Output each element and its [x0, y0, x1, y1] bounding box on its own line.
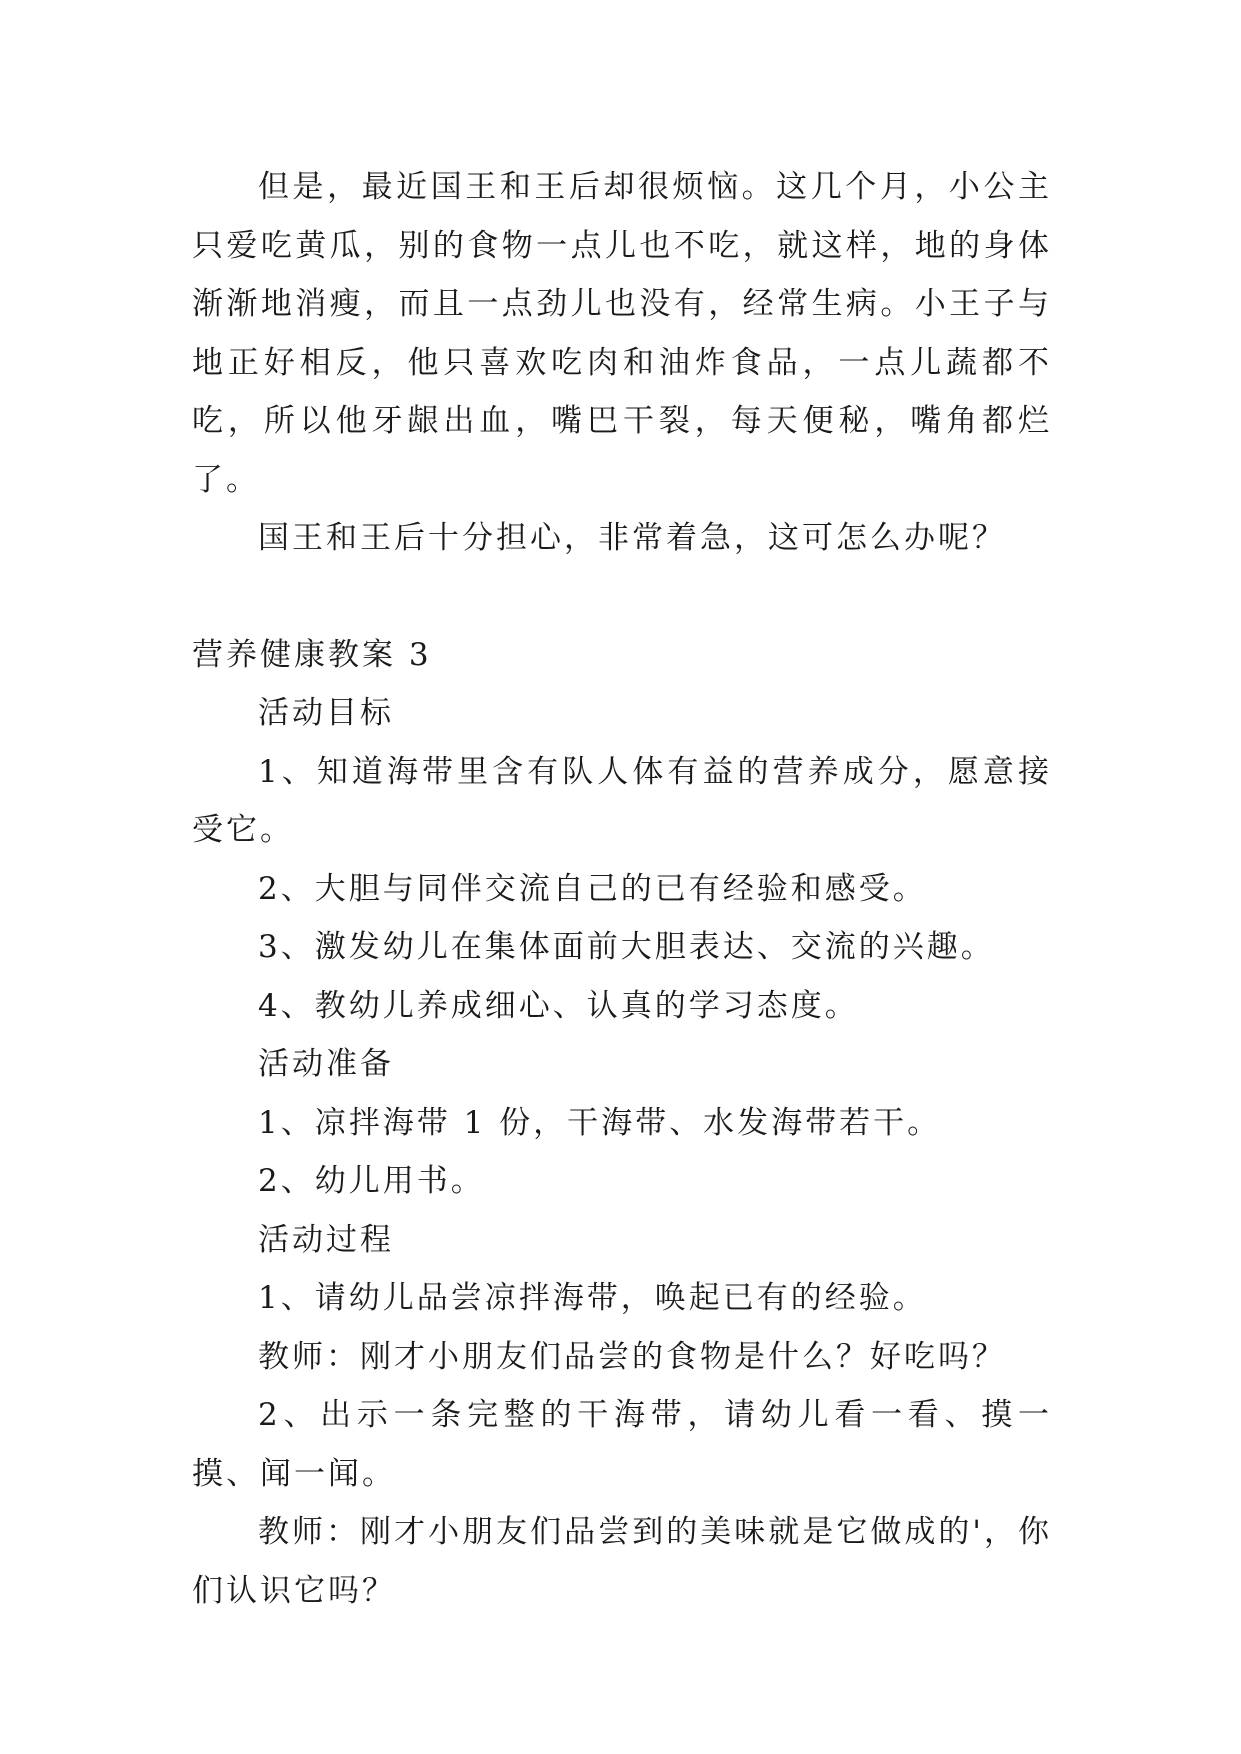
prep-item: 1、凉拌海带 1 份，干海带、水发海带若干。 [258, 1104, 942, 1141]
goal-item: 3、激发幼儿在集体面前大胆表达、交流的兴趣。 [258, 929, 995, 965]
goal-item: 4、教幼儿养成细心、认真的学习态度。 [258, 987, 859, 1024]
process-item: 2、出示一条完整的干海带，请幼儿看一看、摸一摸、闻一闻。 [192, 1397, 1052, 1492]
story-paragraph-1: 但是，最近国王和王后却很烦恼。这几个月，小公主只爱吃黄瓜，别的食物一点儿也不吃，就这样，地的身体渐渐地消瘦，而且一点劲儿也没有，经常生病。小王子与地正好相反，他只喜欢吃肉和油炸食品，一点儿蔬都不吃，所以他牙龈出血，嘴巴干裂，每天便秘，嘴角都烂了。 [192, 169, 1052, 498]
story-paragraph-2: 国王和王后十分担心，非常着急，这可怎么办呢？ [258, 520, 1006, 556]
goal-item: 2、大胆与同伴交流自己的已有经验和感受。 [258, 870, 927, 907]
prep-heading: 活动准备 [258, 1046, 394, 1082]
process-item: 1、请幼儿品尝凉拌海带，唤起已有的经验。 [258, 1280, 927, 1316]
process-item: 教师：刚才小朋友们品尝到的美味就是它做成的'，你们认识它吗？ [192, 1514, 1052, 1609]
lesson-title: 营养健康教案 3 [192, 636, 432, 673]
process-item: 教师：刚才小朋友们品尝的食物是什么？好吃吗？ [258, 1338, 1006, 1375]
document-page [192, 158, 1052, 1620]
goal-item: 1、知道海带里含有队人体有益的营养成分，愿意接受它。 [192, 753, 1052, 848]
prep-item: 2、幼儿用书。 [258, 1163, 485, 1199]
process-heading: 活动过程 [258, 1221, 394, 1258]
goals-heading: 活动目标 [258, 695, 394, 731]
